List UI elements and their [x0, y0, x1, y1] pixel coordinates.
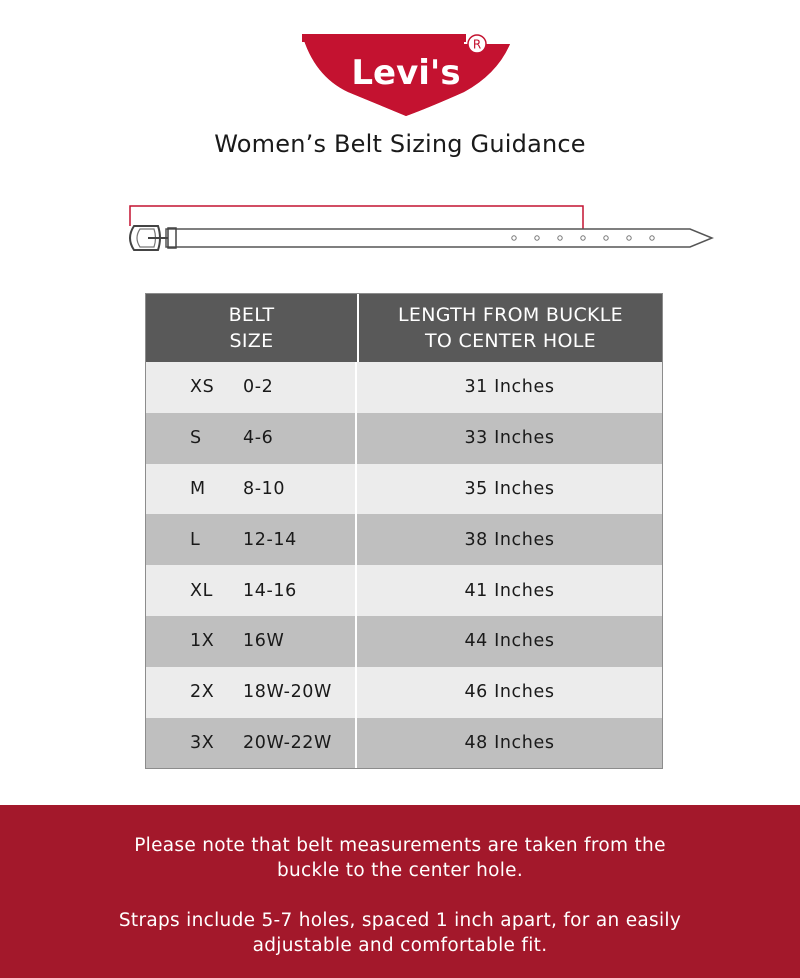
measurement-note: Please note that belt measurements are taken from the buckle to the center hole. [134, 835, 666, 881]
length-value: 41 Inches [464, 580, 555, 601]
table-body [146, 362, 662, 768]
holes-note: Straps include 5-7 holes, spaced 1 inch apart, for an easily adjustable and comfortable fit. [118, 910, 682, 956]
column-header-length: LENGTH FROM BUCKLE TO CENTER HOLE [398, 304, 623, 352]
table-row [146, 362, 662, 413]
size-code: L [190, 529, 201, 550]
length-value: 35 Inches [464, 478, 555, 499]
sizing-note-banner [0, 805, 800, 978]
table-row [146, 565, 662, 616]
size-code: XL [190, 580, 213, 601]
levis-logo [302, 34, 510, 120]
table-row [146, 667, 662, 718]
table-row [146, 514, 662, 565]
length-value: 38 Inches [464, 529, 555, 550]
length-value: 31 Inches [464, 377, 555, 398]
svg-text:R: R [472, 37, 482, 52]
table-header [146, 294, 662, 362]
length-value: 48 Inches [464, 732, 555, 753]
size-range: 4-6 [243, 428, 274, 449]
size-range: 8-10 [243, 478, 286, 499]
svg-text:Levi's: Levi's [351, 53, 461, 93]
length-value: 44 Inches [464, 631, 555, 652]
page-title: Women’s Belt Sizing Guidance [214, 130, 586, 158]
belt-illustration [120, 196, 720, 256]
batwing-logo-icon [302, 34, 510, 120]
size-code: 3X [190, 732, 215, 753]
size-code: M [190, 478, 206, 499]
size-code: S [190, 428, 202, 449]
table-row [146, 464, 662, 515]
length-value: 33 Inches [464, 428, 555, 449]
column-header-belt-size: BELT SIZE [146, 294, 359, 362]
table-row [146, 718, 662, 769]
size-range: 16W [243, 631, 285, 652]
size-code: XS [190, 377, 215, 398]
size-range: 14-16 [243, 580, 297, 601]
table-row [146, 616, 662, 667]
size-code: 1X [190, 631, 215, 652]
size-range: 12-14 [243, 529, 297, 550]
size-range: 20W-22W [243, 732, 332, 753]
size-range: 0-2 [243, 377, 274, 398]
size-range: 18W-20W [243, 682, 332, 703]
length-value: 46 Inches [464, 682, 555, 703]
size-code: 2X [190, 682, 215, 703]
table-row [146, 413, 662, 464]
belt-size-table [145, 293, 663, 769]
